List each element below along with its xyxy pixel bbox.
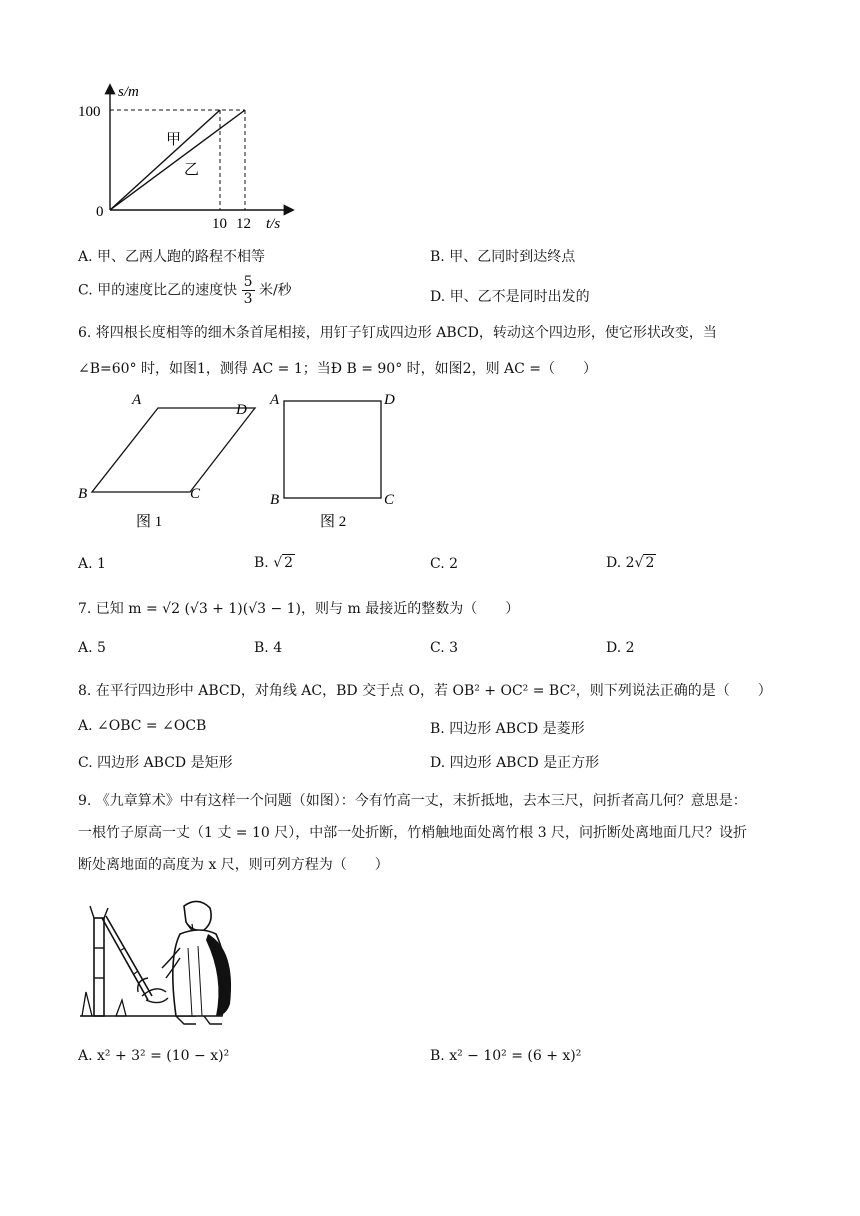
q8-option-d[interactable]: D. 四边形 ABCD 是正方形: [430, 755, 600, 771]
x-tick-10: 10: [212, 216, 227, 232]
x-tick-12: 12: [236, 216, 251, 232]
q6-option-a[interactable]: A. 1: [78, 556, 106, 572]
svg-text:B: B: [78, 486, 88, 502]
q8-option-a[interactable]: A. ∠OBC = ∠OCB: [78, 718, 207, 734]
svg-text:D: D: [384, 392, 395, 408]
q5-option-b[interactable]: B. 甲、乙同时到达终点: [430, 249, 576, 265]
square-fig2: [284, 401, 381, 498]
q5-option-c[interactable]: C. 甲的速度比乙的速度快 $\frac{5}{3}$ 米/秒: [78, 274, 292, 307]
q5-option-d[interactable]: D. 甲、乙不是同时出发的: [430, 289, 590, 305]
fig2-caption: 图 2: [320, 514, 347, 530]
q6-option-b[interactable]: B. √ 2: [254, 555, 294, 571]
q9-option-b[interactable]: B. x² − 10² = (6 + x)²: [430, 1048, 582, 1064]
q6-option-d[interactable]: D. 2√ 2: [606, 555, 655, 571]
x-axis-label: t/s: [266, 216, 281, 232]
svg-text:D: D: [236, 402, 247, 418]
q8-stem: 8. 在平行四边形中 ABCD，对角线 AC，BD 交于点 O，若 OB² + OC² = BC²，则下列说法正确的是（ ）: [78, 683, 772, 699]
q8-option-b[interactable]: B. 四边形 ABCD 是菱形: [430, 721, 585, 737]
q6-option-c[interactable]: C. 2: [430, 556, 459, 572]
q7-option-b[interactable]: B. 4: [254, 640, 283, 656]
q6-stem-line1: 6. 将四根长度相等的细木条首尾相接，用钉子钉成四边形 ABCD，转动这个四边形，使它形状改变，当: [78, 325, 717, 341]
svg-text:B: B: [270, 492, 280, 508]
rhombus-fig1: [92, 408, 255, 492]
fig1-caption: 图 1: [136, 514, 163, 530]
fraction-5-3: $\frac{5}{3}$: [243, 274, 253, 307]
svg-text:A: A: [270, 392, 280, 408]
y-axis-label: s/m: [118, 84, 139, 100]
q7-stem: 7. 已知 m = √2 (√3 + 1)(√3 − 1)，则与 m 最接近的整数为（ ）: [78, 601, 520, 617]
label-jia: 甲: [166, 132, 182, 148]
q9-option-a[interactable]: A. x² + 3² = (10 − x)²: [78, 1048, 230, 1064]
q9-stem-line1: 9. 《九章算术》中有这样一个问题（如图）：今有竹高一丈，末折抵地，去本三尺，问折者高几何？意思是：: [78, 793, 747, 809]
svg-text:C: C: [384, 492, 395, 508]
line-jia: [110, 110, 220, 210]
line-yi: [110, 110, 245, 210]
q5-option-a[interactable]: A. 甲、乙两人跑的路程不相等: [78, 249, 266, 265]
q6-figures: [70, 386, 410, 536]
q7-option-a[interactable]: A. 5: [78, 640, 106, 656]
bamboo-scholar-illustration: [76, 888, 236, 1028]
svg-text:A: A: [132, 392, 142, 408]
q7-option-d[interactable]: D. 2: [606, 640, 635, 656]
y-tick-100: 100: [78, 104, 101, 120]
q8-option-c[interactable]: C. 四边形 ABCD 是矩形: [78, 755, 233, 771]
svg-text:C: C: [190, 486, 201, 502]
q7-option-c[interactable]: C. 3: [430, 640, 459, 656]
q9-stem-line3: 断处离地面的高度为 x 尺，则可列方程为（ ）: [78, 857, 389, 873]
distance-time-graph: [70, 78, 310, 238]
origin-label: 0: [96, 204, 104, 220]
label-yi: 乙: [184, 162, 200, 178]
q9-stem-line2: 一根竹子原高一丈（1 丈 = 10 尺），中部一处折断，竹梢触地面处离竹根 3 尺，问折断处离地面几尺？设折: [78, 825, 748, 841]
q6-stem-line2: ∠B=60° 时，如图1，测得 AC = 1；当Ð B = 90° 时，如图2，则 AC =（ ）: [78, 361, 598, 377]
